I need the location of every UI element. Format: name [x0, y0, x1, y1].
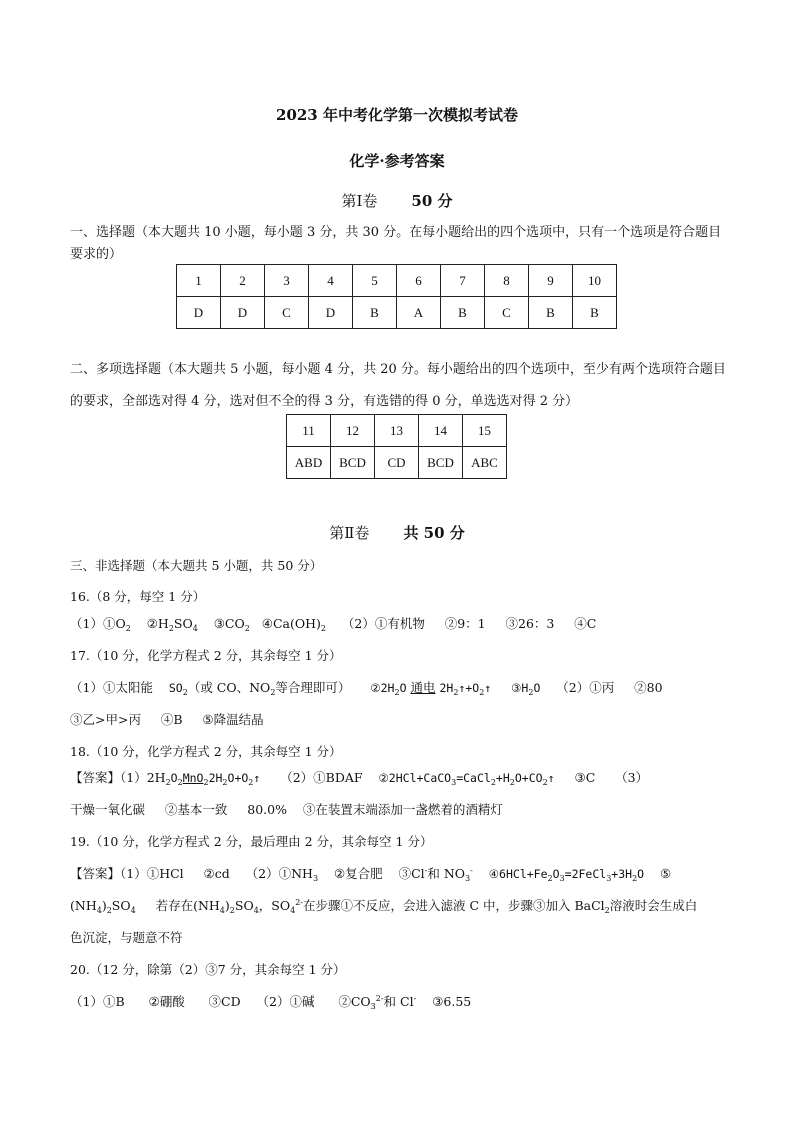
q17-answers-line1: （1）①太阳能 $SO_2$（或 CO、$NO_2$等合理即可） $②2H_2O$ 通电 $2H_2↑+O_2↑$ $③H_2O$ （2）①丙 ②80 — [70, 680, 663, 697]
question-number-cell: 13 — [375, 415, 419, 447]
question-number-cell: 5 — [353, 265, 397, 297]
question-number-cell: 15 — [463, 415, 507, 447]
question-number-cell: 1 — [177, 265, 221, 297]
page-subtitle: 化学·参考答案 — [349, 152, 445, 170]
q16-heading: 16.（8 分，每空 1 分） — [70, 589, 206, 604]
q16-answers: $(1)①O_2$ $②H_2SO_4$ $③CO_2$ $④Ca(OH)_2$ （2）①有机物 ②9：1 ③26：3 ④C — [70, 616, 597, 633]
q20-heading: 20.（12 分，除第（2）③7 分，其余每空 1 分） — [70, 962, 346, 977]
answer-cell: B — [573, 297, 617, 329]
answer-cell: ABD — [287, 447, 331, 479]
answer-cell: B — [529, 297, 573, 329]
answer-cell: ABC — [463, 447, 507, 479]
answer-cell: BCD — [419, 447, 463, 479]
answer-cell: B — [441, 297, 485, 329]
question-number-cell: 7 — [441, 265, 485, 297]
part2-heading — [0, 522, 794, 543]
question-number-cell: 12 — [331, 415, 375, 447]
question-number-cell: 11 — [287, 415, 331, 447]
question-number-cell: 8 — [485, 265, 529, 297]
answer-cell: C — [485, 297, 529, 329]
part2-score: 共 50 分 — [403, 524, 465, 542]
answer-cell: B — [353, 297, 397, 329]
section1-intro: 一、选择题（本大题共 10 小题，每小题 3 分，共 30 分。在每小题给出的四个选项中，只有一个选项是符合题目要求的） — [70, 225, 722, 262]
q17-answers-line2: ③乙>甲>丙 ④B ⑤降温结晶 — [70, 712, 264, 727]
single-choice-answer-table — [176, 264, 617, 329]
question-number-cell: 6 — [397, 265, 441, 297]
question-number-cell: 3 — [265, 265, 309, 297]
q19-answers-line2: $(NH_4)_2SO_4$ 若存在$(NH_4)_2SO_4$，$SO_4^{2-}$在步骤①不反应，会进入滤液 C 中，步骤③加入 BaCl$_2$溶液时会生成白 — [70, 897, 698, 915]
section3-intro: 三、非选择题（本大题共 5 小题，共 50 分） — [70, 558, 323, 573]
part1-score: 50 分 — [411, 192, 453, 210]
q18-answers-line2: 干燥一氧化碳 ②基本一致 80.0% ③在装置末端添加一盏燃着的酒精灯 — [70, 802, 503, 817]
question-number-cell: 10 — [573, 265, 617, 297]
q19-answers-line3: 色沉淀，与题意不符 — [70, 930, 183, 945]
part1-heading — [0, 190, 794, 211]
part1-label: 第Ⅰ卷 — [341, 192, 378, 210]
q18-heading: 18.（10 分，化学方程式 2 分，其余每空 1 分） — [70, 744, 342, 759]
multi-choice-answer-table — [286, 414, 507, 479]
question-number-cell: 4 — [309, 265, 353, 297]
page-title: 2023 年中考化学第一次模拟考试卷 — [276, 106, 518, 124]
answer-cell: A — [397, 297, 441, 329]
q18-answers-line1: 【答案】$(1)2H_2O_2MnO_22H_2O+O_2↑$ （2）①BDAF $②2HCl+CaCO_3=CaCl_2+H_2O+CO_2↑$ ③C （3） — [70, 770, 649, 787]
answer-cell: BCD — [331, 447, 375, 479]
part2-label: 第Ⅱ卷 — [329, 524, 370, 542]
question-number-cell: 9 — [529, 265, 573, 297]
section2-intro: 二、多项选择题（本大题共 5 小题，每小题 4 分，共 20 分。每小题给出的四个选项中，至少有两个选项符合题目的要求，全部选对得 4 分，选对但不全的得 3 分，有选错的得 0 分，单选选对得 2 分） — [70, 362, 726, 409]
answer-cell: CD — [375, 447, 419, 479]
question-number-cell: 2 — [221, 265, 265, 297]
question-number-cell: 14 — [419, 415, 463, 447]
q19-heading: 19.（10 分，化学方程式 2 分，最后理由 2 分，其余每空 1 分） — [70, 834, 433, 849]
answer-cell: D — [177, 297, 221, 329]
answer-cell: D — [309, 297, 353, 329]
q20-answers: （1）①B ②硼酸 ③CD （2）①碱 $②CO_3^{2-}$和 Cl- ③6.55 — [70, 993, 472, 1011]
q19-answers-line1: 【答案】（1）①HCl ②cd $(2)①NH_3$ ②复合肥 ③Cl-和 $NO_3^-$ $④6HCl+Fe_2O_3=2FeCl_3+3H_2O$ ⑤ — [70, 865, 672, 883]
answer-cell: D — [221, 297, 265, 329]
q17-heading: 17.（10 分，化学方程式 2 分，其余每空 1 分） — [70, 648, 342, 663]
answer-cell: C — [265, 297, 309, 329]
